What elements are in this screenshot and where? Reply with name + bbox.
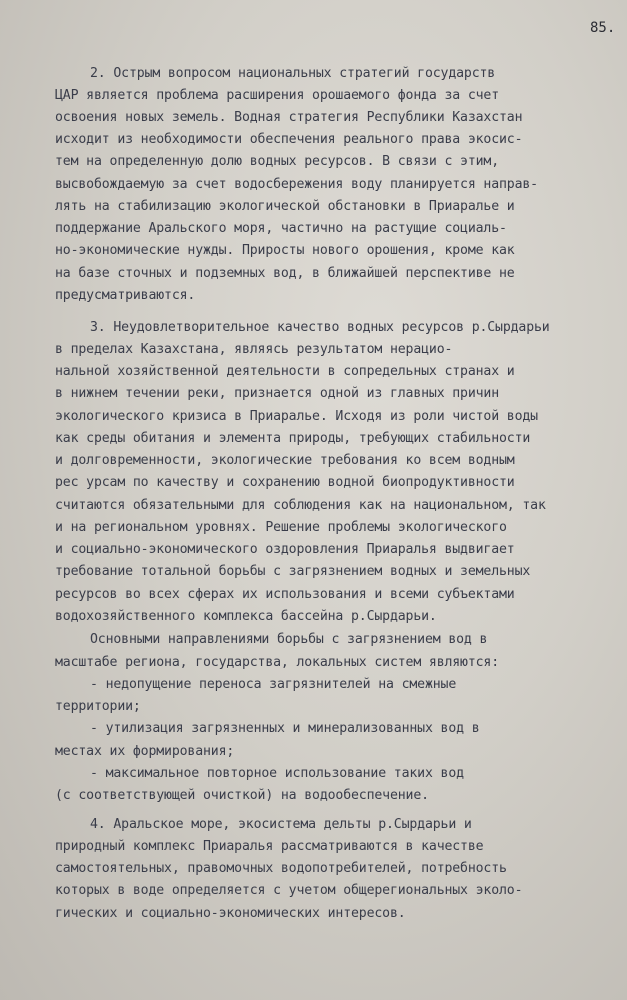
text-line: 4. Аральское море, экосистема дельты р.Сырдарьи и	[90, 817, 472, 832]
text-line: 3. Неудовлетворительное качество водных ресурсов р.Сырдарьи	[90, 320, 550, 335]
text-line: которых в воде определяется с учетом общерегиональных эколо-	[55, 883, 523, 898]
text-line: тем на определенную долю водных ресурсов. В связи с этим,	[55, 154, 500, 169]
text-line: требование тотальной борьбы с загрязнением водных и земельных	[55, 564, 531, 579]
text-line: и социально-экономического оздоровления Приаралья выдвигает	[55, 542, 515, 557]
text-line: нальной хозяйственной деятельности в сопредельных странах и	[55, 364, 515, 379]
text-line: - утилизация загрязненных и минерализованных вод в	[90, 721, 480, 736]
text-line: водохозяйственного комплекса бассейна р.Сырдарьи.	[55, 609, 437, 624]
text-line: предусматриваются.	[55, 288, 196, 303]
text-line: как среды обитания и элемента природы, требующих стабильности	[55, 431, 531, 446]
text-line: самостоятельных, правомочных водопотребителей, потребность	[55, 861, 507, 876]
text-line: считаются обязательными для соблюдения как на национальном, так	[55, 498, 546, 513]
text-line: но-экономические нужды. Приросты нового орошения, кроме как	[55, 243, 515, 258]
text-line: исходит из необходимости обеспечения реального права экосис-	[55, 132, 523, 147]
text-line: ЦАР является проблема расширения орошаемого фонда за счет	[55, 88, 500, 103]
text-line: экологического кризиса в Приаралье. Исходя из роли чистой воды	[55, 409, 538, 424]
text-line: в нижнем течении реки, признается одной из главных причин	[55, 386, 500, 401]
page-number: 85.	[590, 20, 616, 36]
text-line: - недопущение переноса загрязнителей на смежные	[90, 677, 457, 692]
text-line: (с соответствующей очисткой) на водообеспечение.	[55, 788, 429, 803]
text-line: высвобождаемую за счет водосбережения воду планируется направ-	[55, 177, 538, 192]
text-line: лять на стабилизацию экологической обстановки в Приаралье и	[55, 199, 515, 214]
text-line: 2. Острым вопросом национальных стратегий государств	[90, 66, 496, 81]
text-line: Основными направлениями борьбы с загрязнением вод в	[90, 632, 488, 647]
text-line: освоения новых земель. Водная стратегия Республики Казахстан	[55, 110, 523, 125]
text-line: в пределах Казахстана, являясь результатом нерацио-	[55, 342, 453, 357]
text-line: на базе сточных и подземных вод, в ближайшей перспективе не	[55, 266, 515, 281]
text-line: ресурсов во всех сферах их использования и всеми субъектами	[55, 587, 515, 602]
text-line: и на региональном уровнях. Решение проблемы экологического	[55, 520, 507, 535]
text-line: поддержание Аральского моря, частично на растущие социаль-	[55, 221, 507, 236]
text-line: гических и социально-экономических интересов.	[55, 906, 406, 921]
text-line: рес урсам по качеству и сохранению водной биопродуктивности	[55, 475, 515, 490]
text-line: и долговременности, экологические требования ко всем водным	[55, 453, 515, 468]
text-line: местах их формирования;	[55, 744, 235, 759]
text-line: - максимальное повторное использование таких вод	[90, 766, 464, 781]
text-line: масштабе региона, государства, локальных систем являются:	[55, 655, 500, 670]
text-line: природный комплекс Приаралья рассматриваются в качестве	[55, 839, 484, 854]
text-line: территории;	[55, 699, 141, 714]
